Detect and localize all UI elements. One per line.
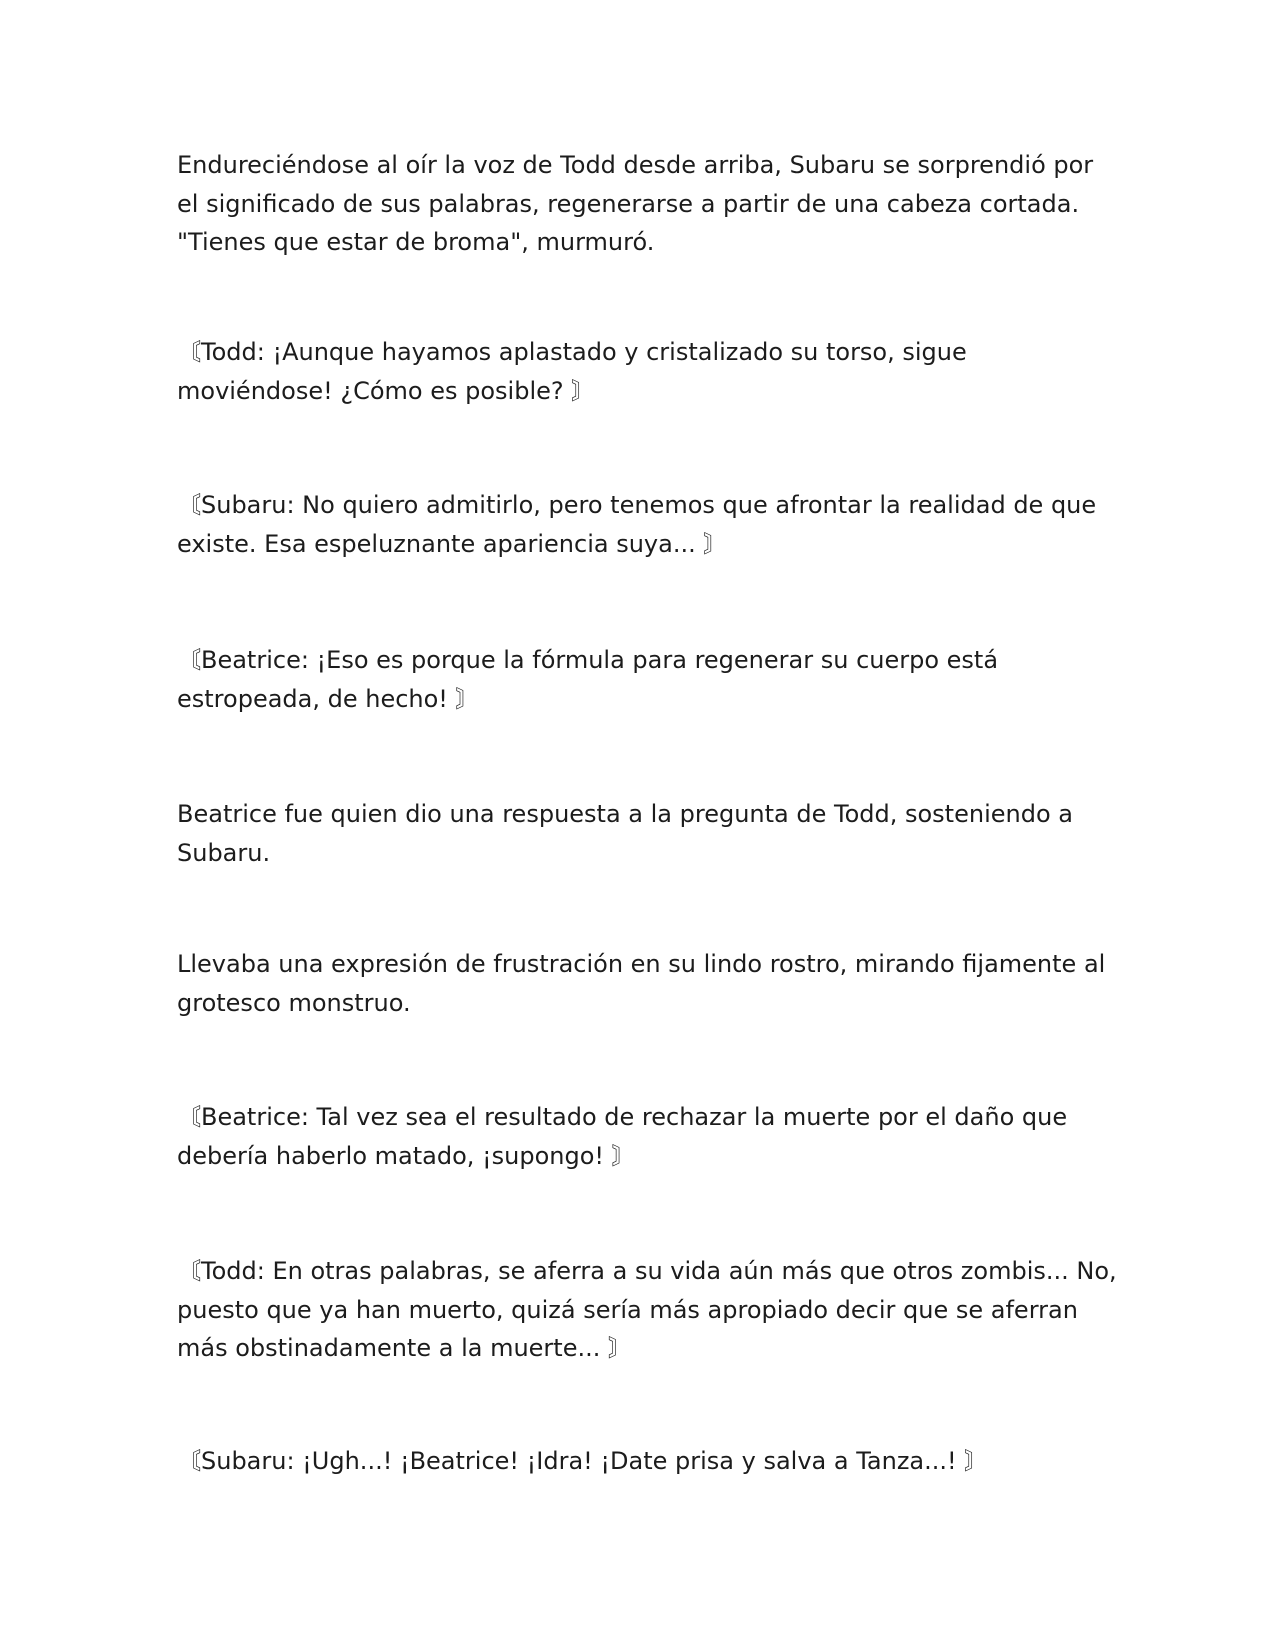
text-line: grotesco monstruo. [177, 988, 411, 1017]
text-line: Endureciéndose al oír la voz de Todd desde arriba, Subaru se sorprendió por [177, 151, 1094, 179]
text-line: Llevaba una expresión de frustración en su lindo rostro, mirando fijamente al [177, 950, 1106, 978]
text-line: moviéndose! ¿Cómo es posible? 〙 [177, 376, 596, 405]
text-line: Subaru. [177, 838, 271, 867]
dialogue-subaru [177, 486, 1117, 563]
text-line: más obstinadamente a la muerte... 〙 [177, 1334, 632, 1362]
dialogue-subaru [177, 1442, 1117, 1481]
narration-paragraph [177, 945, 1117, 1022]
text-line: 〘Beatrice: ¡Eso es porque la fórmula para regenerar su cuerpo está [177, 646, 999, 674]
text-line: 〘Beatrice: Tal vez sea el resultado de rechazar la muerte por el daño que [177, 1103, 1068, 1131]
text-line: 〘Todd: ¡Aunque hayamos aplastado y cristalizado su torso, sigue [177, 338, 967, 366]
text-line: existe. Esa espeluznante apariencia suya... 〙 [177, 529, 728, 558]
text-line: "Tienes que estar de broma", murmuró. [177, 228, 655, 256]
text-line: puesto que ya han muerto, quizá sería más apropiado decir que se aferran [177, 1295, 1078, 1324]
narration-paragraph [177, 146, 1117, 262]
dialogue-beatrice [177, 1098, 1117, 1175]
text-line: 〘Todd: En otras palabras, se aferra a su vida aún más que otros zombis... No, [177, 1257, 1117, 1285]
text-line: estropeada, de hecho! 〙 [177, 684, 480, 713]
text-line: debería haberlo matado, ¡supongo! 〙 [177, 1141, 636, 1170]
narration-paragraph [177, 795, 1117, 872]
text-line: Beatrice fue quien dio una respuesta a la pregunta de Todd, sosteniendo a [177, 800, 1073, 828]
dialogue-todd [177, 1252, 1117, 1368]
dialogue-todd [177, 333, 1117, 410]
text-line: 〘Subaru: ¡Ugh...! ¡Beatrice! ¡Idra! ¡Date prisa y salva a Tanza...! 〙 [177, 1447, 989, 1475]
dialogue-beatrice [177, 641, 1117, 718]
text-line: 〘Subaru: No quiero admitirlo, pero tenemos que afrontar la realidad de que [177, 491, 1097, 519]
text-line: el significado de sus palabras, regenerarse a partir de una cabeza cortada. [177, 189, 1080, 218]
